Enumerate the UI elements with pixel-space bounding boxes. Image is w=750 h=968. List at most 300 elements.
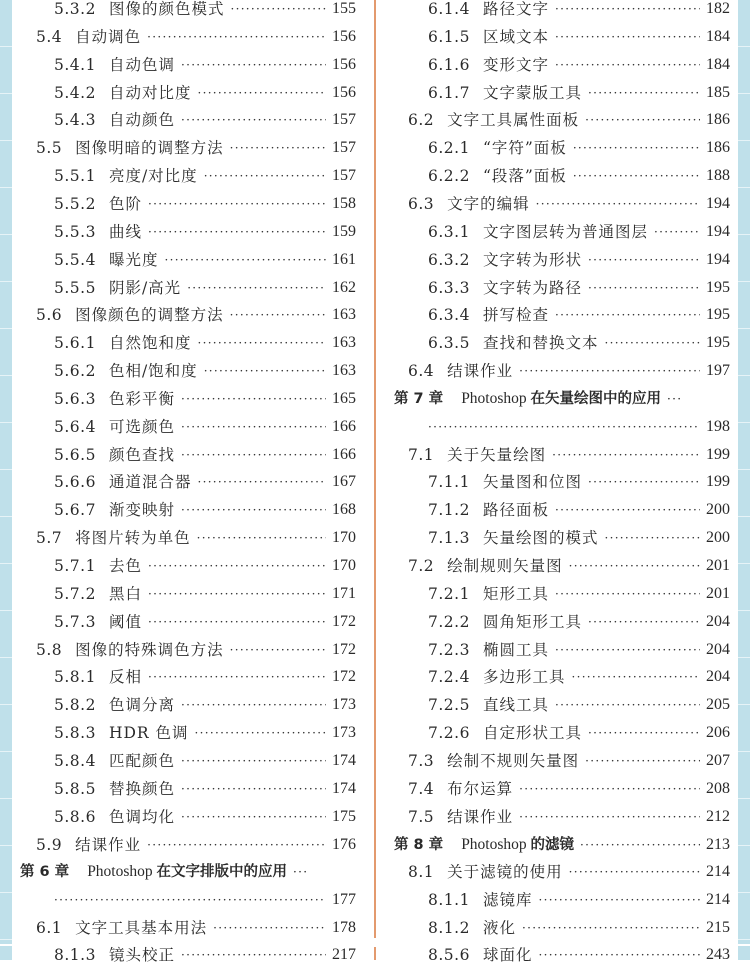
toc-entry[interactable] [428, 581, 730, 607]
toc-entry[interactable] [428, 887, 730, 913]
leader-dots [148, 609, 326, 635]
page-number: 157 [332, 111, 356, 129]
section-number: 5.8.1 [54, 668, 96, 687]
section-number: 7.1.1 [428, 473, 470, 492]
toc-chapter-entry[interactable] [394, 386, 730, 412]
toc-entry[interactable] [428, 692, 730, 718]
leader-dots [148, 553, 326, 579]
leader-dots [230, 135, 326, 161]
page-number: 199 [706, 473, 730, 491]
section-title-text: 去色 [108, 557, 142, 575]
section-number: 5.5.1 [54, 167, 96, 186]
section-number: 6.4 [408, 362, 435, 381]
section-title [483, 163, 567, 189]
toc-entry[interactable] [54, 386, 356, 412]
section-title [447, 553, 563, 579]
page-number: 182 [706, 0, 730, 17]
page-number: 195 [706, 278, 730, 296]
section-title-text: 可选颜色 [108, 417, 175, 436]
toc-entry[interactable] [54, 942, 356, 968]
toc-entry[interactable] [54, 609, 356, 635]
section-title [109, 776, 175, 802]
section-number: 8.1.3 [54, 946, 96, 964]
section-title-text: 曝光度 [108, 250, 159, 269]
section-title [109, 330, 192, 356]
page-number: 156 [332, 27, 356, 45]
toc-entry[interactable] [428, 302, 730, 328]
page-number: 201 [706, 584, 730, 602]
toc-entry[interactable] [54, 469, 356, 495]
section-title-text: 路径文字 [482, 0, 549, 18]
section-number: 6.3.2 [428, 250, 470, 269]
section-number: 第 8 章 [394, 836, 444, 853]
section-number: 第 7 章 [394, 390, 444, 407]
toc-entry[interactable] [428, 219, 730, 245]
section-number: 5.3.2 [54, 0, 96, 18]
page-number: 163 [332, 306, 356, 324]
section-title [483, 664, 566, 690]
page-number: 207 [706, 751, 730, 769]
section-title [109, 469, 192, 495]
section-title [447, 804, 513, 830]
section-title [75, 915, 207, 941]
leader-dots [181, 497, 326, 523]
toc-entry[interactable] [408, 553, 730, 579]
leader-dots [569, 553, 700, 579]
leader-dots [604, 330, 700, 356]
page-number: 174 [332, 779, 356, 797]
section-title [483, 581, 549, 607]
page-number: 195 [706, 334, 730, 352]
toc-entry[interactable] [408, 859, 730, 885]
section-number: 7.1.2 [428, 501, 470, 520]
section-number: 5.8.3 [54, 724, 96, 743]
toc-entry[interactable] [54, 692, 356, 718]
section-title-text: 文字工具基本用法 [75, 919, 208, 938]
section-title [109, 0, 225, 22]
leader-dots [204, 163, 326, 189]
section-number: 5.9 [36, 835, 63, 854]
page-number: 156 [332, 83, 356, 101]
page-number: 155 [332, 0, 356, 17]
toc-entry[interactable] [428, 275, 730, 301]
section-number: 7.3 [408, 751, 435, 770]
section-title [109, 386, 175, 412]
section-title [109, 553, 142, 579]
section-title [483, 720, 582, 746]
section-number: 5.4 [36, 27, 63, 46]
leader-dots [181, 414, 326, 440]
section-number: 6.2.1 [428, 139, 470, 158]
section-title-text: 液化 [482, 919, 516, 938]
column-divider [374, 0, 376, 938]
leader-dots [588, 720, 700, 746]
page-number: 166 [332, 445, 356, 463]
section-number: 5.5.2 [54, 194, 96, 213]
page-number: 185 [706, 83, 730, 101]
leader-dots [181, 748, 326, 774]
toc-entry[interactable] [36, 24, 356, 50]
section-title [109, 191, 142, 217]
section-title [447, 358, 513, 384]
section-number: 5.6 [36, 306, 63, 325]
section-number: 5.5 [36, 139, 63, 158]
section-title [109, 358, 198, 384]
section-number: 8.1.2 [428, 919, 470, 938]
section-title-text: 曲线 [108, 222, 142, 241]
page-number: 173 [332, 696, 356, 714]
leader-dots [428, 414, 700, 440]
section-title [75, 135, 224, 161]
section-title-text: 色调均化 [108, 807, 175, 826]
page-number: 200 [706, 529, 730, 547]
page-number: 188 [706, 167, 730, 185]
toc-entry[interactable] [54, 414, 356, 440]
section-title [483, 609, 582, 635]
page-number: 204 [706, 668, 730, 686]
section-title [87, 859, 287, 885]
page-number: 162 [332, 278, 356, 296]
section-number: 5.4.3 [54, 111, 96, 130]
section-title-text: 通道混合器 [108, 473, 192, 492]
leader-dots [588, 275, 700, 301]
page-number: 200 [706, 501, 730, 519]
toc-entry[interactable] [428, 637, 730, 663]
section-number: 7.2.2 [428, 612, 470, 631]
section-title-text: 图像颜色的调整方法 [75, 306, 224, 325]
leader-dots [197, 330, 326, 356]
section-title-text: 反相 [108, 668, 142, 687]
leader-dots [181, 942, 326, 968]
page-number: 194 [706, 222, 730, 240]
right-decorative-strip-next-page [738, 946, 750, 960]
toc-entry[interactable] [428, 469, 730, 495]
toc-entry[interactable] [54, 720, 356, 746]
leader-dots [195, 720, 327, 746]
section-number: 6.1.7 [428, 83, 470, 102]
section-title [109, 247, 159, 273]
section-number: 7.2.1 [428, 584, 470, 603]
section-number: 5.6.7 [54, 501, 96, 520]
toc-entry[interactable] [428, 0, 730, 22]
toc-entry[interactable] [408, 191, 730, 217]
leader-dots [538, 887, 700, 913]
toc-entry[interactable] [408, 442, 730, 468]
toc-entry[interactable] [428, 664, 730, 690]
section-number: 8.5.6 [428, 946, 470, 964]
section-title-text: 替换颜色 [108, 779, 175, 798]
section-number: 7.2.4 [428, 668, 470, 687]
toc-entry[interactable] [54, 748, 356, 774]
section-title-text: 结课作业 [447, 362, 514, 381]
section-title [109, 804, 175, 830]
section-number: 5.8.4 [54, 751, 96, 770]
section-title-text: 结课作业 [447, 807, 514, 826]
section-title-text: 自动对比度 [108, 83, 192, 102]
section-title-text: 图像的颜色模式 [108, 0, 225, 18]
section-number: 5.6.4 [54, 417, 96, 436]
leader-dots [555, 302, 700, 328]
leader-dots [536, 191, 700, 217]
section-number: 6.1.4 [428, 0, 470, 18]
section-title [109, 275, 181, 301]
toc-entry[interactable] [54, 330, 356, 356]
leader-dots [230, 637, 326, 663]
leader-dots [580, 832, 700, 858]
section-title [109, 163, 198, 189]
toc-entry[interactable] [54, 247, 356, 273]
leader-dots [555, 692, 700, 718]
section-title-latin: Photoshop [461, 835, 531, 853]
section-number: 5.8 [36, 640, 63, 659]
toc-entry[interactable] [408, 358, 730, 384]
page-number: 156 [332, 55, 356, 73]
leader-dots [571, 664, 700, 690]
section-title [483, 24, 549, 50]
toc-entry[interactable] [408, 804, 730, 830]
toc-entry[interactable] [54, 163, 356, 189]
page-number: 175 [332, 807, 356, 825]
leader-dots [230, 302, 326, 328]
section-title [109, 748, 175, 774]
section-number: 6.3.4 [428, 306, 470, 325]
toc-entry[interactable] [428, 497, 730, 523]
section-title [109, 107, 175, 133]
leader-dots [148, 664, 326, 690]
page-number: 161 [332, 250, 356, 268]
section-title [75, 637, 224, 663]
toc-entry[interactable] [54, 52, 356, 78]
leader-dots [588, 609, 700, 635]
section-number: 6.3.1 [428, 222, 470, 241]
leader-dots [181, 692, 326, 718]
section-title-text: 文字图层转为普通图层 [482, 222, 648, 241]
section-title [447, 776, 513, 802]
toc-entry[interactable] [428, 942, 730, 968]
section-title [447, 748, 579, 774]
toc-chapter-entry-continued[interactable] [54, 887, 356, 913]
toc-entry[interactable] [54, 581, 356, 607]
page-number: 176 [332, 835, 356, 853]
section-title [109, 497, 175, 523]
leader-dots [555, 52, 700, 78]
toc-entry[interactable] [54, 0, 356, 22]
section-title-text: “字符”面板 [482, 139, 567, 158]
section-title-text: 拼写检查 [482, 306, 549, 325]
toc-entry[interactable] [36, 135, 356, 161]
toc-entry[interactable] [408, 748, 730, 774]
page-number: 171 [332, 584, 356, 602]
toc-entry[interactable] [408, 776, 730, 802]
section-number: 6.3.3 [428, 278, 470, 297]
section-title [109, 609, 142, 635]
section-title-text: 色相/饱和度 [108, 362, 198, 381]
section-number: 5.7.1 [54, 557, 96, 575]
section-title [109, 942, 175, 968]
section-title-text: 黑白 [108, 584, 142, 603]
toc-entry[interactable] [428, 135, 730, 161]
section-title-text: 矢量图和位图 [482, 473, 582, 492]
leader-dots [519, 804, 700, 830]
leader-dots [181, 776, 326, 802]
leader-dots [519, 358, 700, 384]
toc-entry[interactable] [36, 915, 356, 941]
section-title [483, 915, 516, 941]
toc-entry[interactable] [54, 804, 356, 830]
toc-entry[interactable] [36, 302, 356, 328]
page-number: 204 [706, 612, 730, 630]
toc-entry[interactable] [36, 637, 356, 663]
toc-entry[interactable] [428, 720, 730, 746]
toc-entry[interactable] [36, 525, 356, 551]
page-number: 204 [706, 640, 730, 658]
section-number: 7.1.3 [428, 529, 470, 548]
section-title [483, 219, 648, 245]
section-title-text: 结课作业 [75, 835, 142, 854]
section-title [447, 191, 530, 217]
toc-entry[interactable] [428, 915, 730, 941]
section-title-text: 文字转为形状 [482, 250, 582, 269]
page-number: 208 [706, 779, 730, 797]
toc-entry[interactable] [428, 52, 730, 78]
toc-entry[interactable] [54, 497, 356, 523]
section-title-text: 自动调色 [75, 27, 142, 46]
section-title-text: 在文字排版中的应用 [156, 864, 288, 881]
section-title-text: 图像明暗的调整方法 [75, 139, 224, 158]
leader-dots [604, 525, 700, 551]
leader-dots [197, 469, 326, 495]
toc-entry[interactable] [54, 275, 356, 301]
section-title [483, 637, 549, 663]
page-number: 157 [332, 167, 356, 185]
toc-entry[interactable] [428, 163, 730, 189]
leader-dots [555, 0, 700, 22]
section-number: 5.7.3 [54, 612, 96, 631]
section-number: 第 6 章 [20, 864, 70, 881]
section-title [483, 330, 599, 356]
section-title-text: 渐变映射 [108, 501, 175, 520]
toc-entry[interactable] [54, 776, 356, 802]
section-title-text: 直线工具 [482, 696, 549, 715]
toc-entry[interactable] [408, 107, 730, 133]
section-number: 6.2.2 [428, 167, 470, 186]
page-number: 172 [332, 612, 356, 630]
section-title-text: 颜色查找 [108, 445, 175, 464]
page-number: 194 [706, 194, 730, 212]
section-title [109, 52, 175, 78]
section-title-text: 多边形工具 [482, 668, 566, 687]
page-number: 212 [706, 807, 730, 825]
section-title [109, 664, 142, 690]
section-title-text: 矩形工具 [482, 584, 549, 603]
section-title [483, 80, 582, 106]
leader-dots [573, 135, 700, 161]
page-number: 168 [332, 501, 356, 519]
section-title-text: 色调分离 [108, 696, 175, 715]
section-title [109, 581, 142, 607]
leader-dots [569, 859, 700, 885]
leader-dots [588, 80, 700, 106]
toc-entry[interactable] [428, 330, 730, 356]
section-number: 5.4.1 [54, 55, 96, 74]
leader-dots [588, 469, 700, 495]
page-number: 170 [332, 557, 356, 574]
section-title-text: 文字转为路径 [482, 278, 582, 297]
toc-entry[interactable] [428, 80, 730, 106]
section-number: 5.6.3 [54, 389, 96, 408]
page-number: 173 [332, 724, 356, 742]
section-title [447, 442, 546, 468]
section-title [109, 219, 142, 245]
toc-entry[interactable] [428, 525, 730, 551]
page-number: 205 [706, 696, 730, 714]
toc-entry[interactable] [54, 358, 356, 384]
page-number: 178 [332, 919, 356, 937]
page-number: 158 [332, 194, 356, 212]
section-title-text: 文字工具属性面板 [447, 111, 580, 130]
toc-entry[interactable] [36, 832, 356, 858]
section-title-text: 椭圆工具 [482, 640, 549, 659]
section-title-text: 色彩平衡 [108, 389, 175, 408]
leader-dots [148, 581, 326, 607]
page-number: 186 [706, 111, 730, 129]
section-number: 6.3 [408, 194, 435, 213]
section-title-text: 将图片转为单色 [75, 529, 191, 548]
section-title-text: 关于滤镜的使用 [447, 863, 563, 882]
toc-entry[interactable] [428, 609, 730, 635]
leader-dots [147, 832, 326, 858]
page-number: 157 [332, 139, 356, 157]
leader-dots [519, 776, 700, 802]
column-divider-next-page [374, 947, 376, 960]
leader-dots [181, 442, 326, 468]
leader-dots [54, 887, 326, 913]
page-number: 206 [706, 724, 730, 742]
toc-chapter-entry[interactable] [394, 832, 730, 858]
leader-dots [573, 163, 700, 189]
section-title-text: 图像的特殊调色方法 [75, 640, 224, 659]
section-title [75, 525, 191, 551]
section-number: 5.8.2 [54, 696, 96, 715]
section-number: 7.5 [408, 807, 435, 826]
page-number: 170 [332, 529, 356, 547]
page-number: 194 [706, 250, 730, 268]
toc-entry[interactable] [54, 107, 356, 133]
section-title-text: 亮度/对比度 [108, 167, 198, 186]
page-number: 213 [706, 835, 730, 853]
toc-entry[interactable] [54, 442, 356, 468]
toc-entry[interactable] [54, 191, 356, 217]
leader-dots [197, 525, 326, 551]
toc-chapter-entry[interactable] [20, 859, 356, 885]
section-title-text: 阴影/高光 [108, 278, 182, 297]
toc-entry[interactable] [54, 664, 356, 690]
toc-entry[interactable] [428, 24, 730, 50]
toc-entry[interactable] [428, 247, 730, 273]
section-title-text: 矢量绘图的模式 [482, 529, 599, 548]
section-title-text: 的滤镜 [530, 836, 575, 853]
section-number: 7.2.5 [428, 696, 470, 715]
page-number: 201 [706, 557, 730, 574]
toc-entry[interactable] [54, 80, 356, 106]
section-number: 5.5.4 [54, 250, 96, 269]
section-number: 5.6.5 [54, 445, 96, 464]
toc-chapter-entry-continued[interactable] [428, 414, 730, 440]
toc-entry[interactable] [54, 553, 356, 579]
toc-entry[interactable] [54, 219, 356, 245]
section-title [483, 135, 567, 161]
leader-dots [552, 442, 700, 468]
